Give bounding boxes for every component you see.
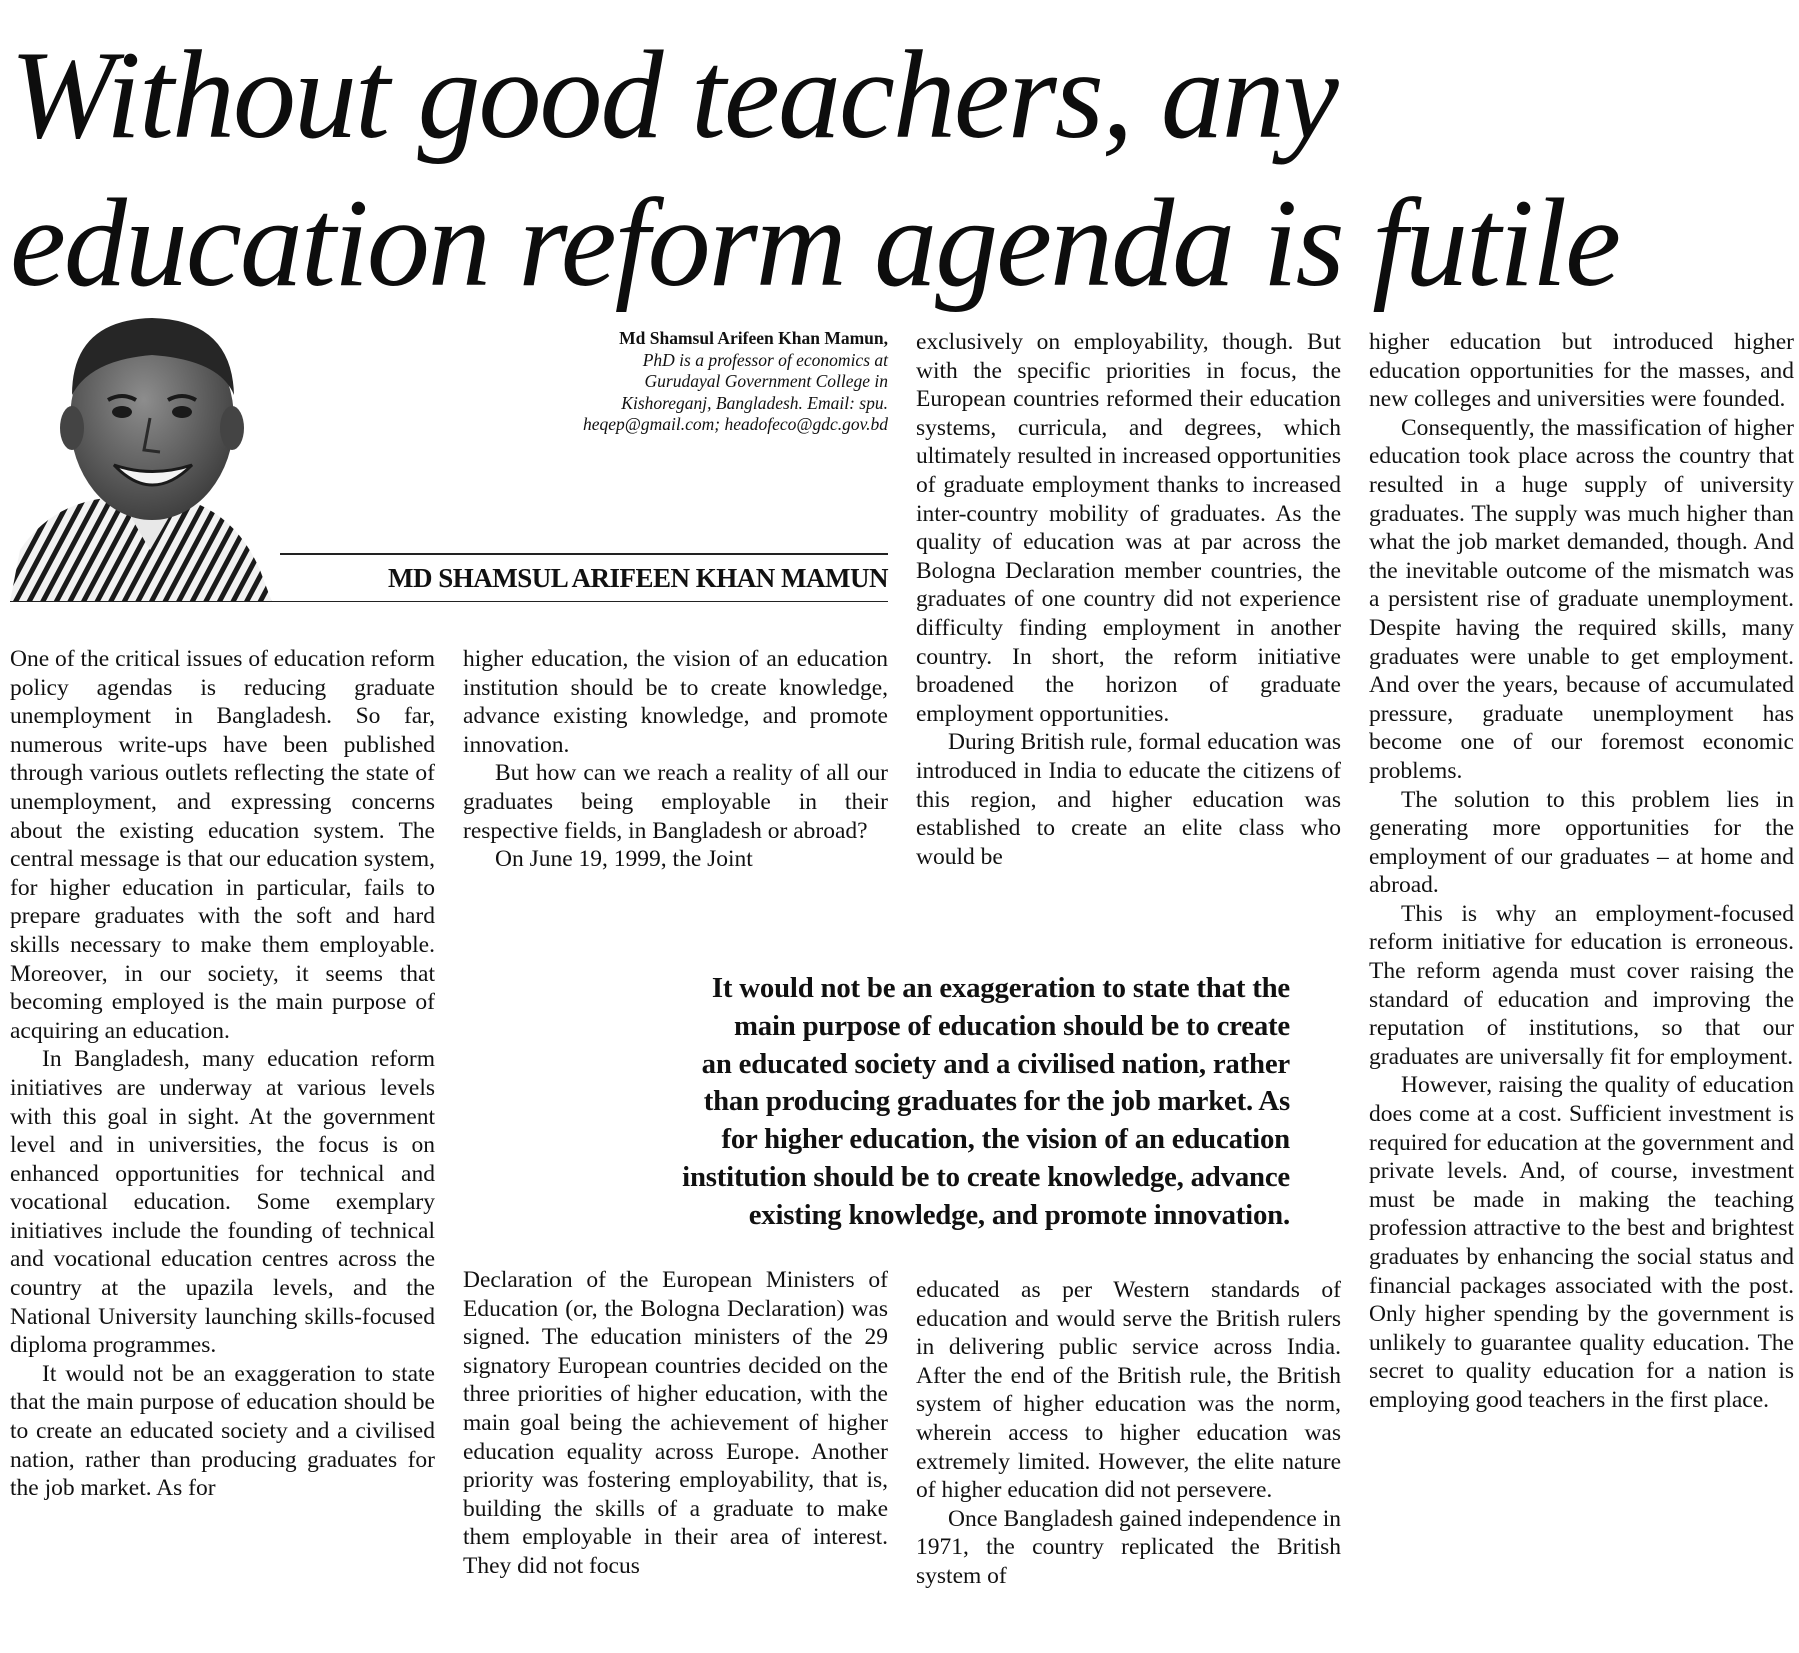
body-paragraph: It would not be an exaggeration to state that the main purpose of education should be to create an educated society and a civilised nation, rather than producing graduates for the job market. As for	[10, 1360, 435, 1502]
article-column-3-bottom	[916, 1276, 1341, 1591]
author-name: Md Shamsul Arifeen Khan Mamun,	[619, 328, 888, 348]
article-column-3-top	[916, 328, 1341, 871]
author-bio-line: PhD is a professor of economics at	[642, 349, 888, 370]
body-paragraph: Once Bangladesh gained independence in 1971, the country replicated the British system of	[916, 1505, 1341, 1589]
body-paragraph: Consequently, the massification of higher education took place across the country that resulted in a huge supply of university graduates. The supply was much higher than what the job market demanded, though. And the inevitable outcome of the mismatch was a persistent rise of graduate unemployment. Despite having the required skills, many graduates were unable to get employment. And over the years, because of accumulated pressure, graduate unemployment has become one of our foremost economic problems.	[1369, 414, 1794, 784]
body-paragraph: This is why an employment-focused reform initiative for education is erroneous. The reform agenda must cover raising the standard of education and improving the reputation of institutions, so that our graduates are universally fit for employment.	[1369, 900, 1794, 1070]
author-bio-line: Kishoreganj, Bangladesh. Email: spu.	[621, 392, 888, 413]
body-paragraph: In Bangladesh, many education reform initiatives are underway at various levels with this goal in sight. At the government level and in universities, the focus is on enhanced opportunities for technical and vocational education. Some exemplary initiatives include the founding of technical and vocational education centres across the country at the upazila levels, and the National University launching skills-focused diploma programmes.	[10, 1046, 435, 1359]
author-email-line: heqep@gmail.com; headofeco@gdc.gov.bd	[583, 414, 888, 434]
author-info	[470, 328, 888, 436]
pull-quote-line: institution should be to create knowledge, advance	[682, 1160, 1290, 1193]
pull-quote-line: for higher education, the vision of an education	[721, 1123, 1290, 1156]
body-paragraph: One of the critical issues of education reform policy agendas is reducing graduate unemployment in Bangladesh. So far, numerous write-ups have been published through various outlets reflecting the state of unemployment, and expressing concerns about the existing education system. The central message is that our education system, for higher education in particular, fails to prepare graduates with the soft and hard skills necessary to make them employable. Moreover, in our society, it seems that becoming employed is the main purpose of acquiring an education.	[10, 646, 435, 1044]
body-paragraph: The solution to this problem lies in generating more opportunities for the employment of our graduates – at home and abroad.	[1369, 786, 1794, 899]
body-paragraph: exclusively on employability, though. But with the specific priorities in focus, the European countries reformed their education systems, curricula, and degrees, which ultimately resulted in increased opportunities of graduate employment thanks to increased inter-country mobility of graduates. As the quality of education was at par across the Bologna Declaration member countries, the graduates of one country did not experience difficulty finding employment in another country. In short, the reform initiative broadened the horizon of graduate employment opportunities.	[916, 329, 1341, 727]
body-paragraph: educated as per Western standards of education and would serve the British rulers in delivering public service across India. After the end of the British rule, the British system of higher education was the norm, wherein access to higher education was extremely limited. However, the elite nature of higher education did not persevere.	[916, 1277, 1341, 1504]
pull-quote-line: main purpose of education should be to create	[733, 1009, 1290, 1042]
pull-quote-line: an educated society and a civilised nation, rather	[701, 1047, 1290, 1080]
article-column-4	[1369, 328, 1794, 1415]
byline-bottom-rule	[10, 601, 888, 602]
byline-top-rule	[280, 553, 888, 555]
author-portrait	[10, 300, 280, 602]
author-bio-line: Gurudayal Government College in	[644, 371, 888, 391]
pull-quote	[500, 970, 1290, 1235]
body-paragraph: higher education but introduced higher education opportunities for the masses, and new colleges and universities were founded.	[1369, 329, 1794, 413]
body-paragraph: higher education, the vision of an education institution should be to create knowledge, advance existing knowledge, and promote innovation.	[463, 646, 888, 758]
article-column-1	[10, 645, 435, 1503]
headline-line-2: education reform agenda is futile	[10, 174, 1620, 313]
article-column-2-bottom	[463, 1266, 888, 1581]
body-paragraph: But how can we reach a reality of all our graduates being employable in their respective fields, in Bangladesh or abroad?	[463, 760, 888, 844]
body-paragraph: However, raising the quality of education does come at a cost. Sufficient investment is required for education at the government and private levels. And, of course, investment must be made in making the teaching profession attractive to the best and brightest graduates by enhancing the social status and financial packages associated with the post. Only higher spending by the government is unlikely to guarantee quality education. The secret to quality education for a nation is employing good teachers in the first place.	[1369, 1072, 1794, 1413]
pull-quote-line: It would not be an exaggeration to state that the	[711, 972, 1290, 1004]
body-paragraph: Declaration of the European Ministers of Education (or, the Bologna Declaration) was signed. The education ministers of the 29 signatory European countries decided on the three priorities of higher education, with the main goal being the achievement of higher education equality across Europe. Another priority was fostering employability, that is, building the skills of a graduate to make them employable in their area of interest. They did not focus	[463, 1267, 888, 1579]
body-paragraph: During British rule, formal education was introduced in India to educate the citizens of this region, and higher education was established to create an elite class who would be	[916, 729, 1341, 870]
headline-line-1: Without good teachers, any	[10, 26, 1337, 165]
article-column-2-top	[463, 645, 888, 874]
pull-quote-line: than producing graduates for the job market. As	[703, 1085, 1290, 1118]
pull-quote-line: existing knowledge, and promote innovation.	[748, 1198, 1290, 1231]
author-byline: MD SHAMSUL ARIFEEN KHAN MAMUN	[387, 563, 888, 593]
headline	[10, 22, 1790, 318]
body-paragraph: On June 19, 1999, the Joint	[495, 846, 753, 873]
